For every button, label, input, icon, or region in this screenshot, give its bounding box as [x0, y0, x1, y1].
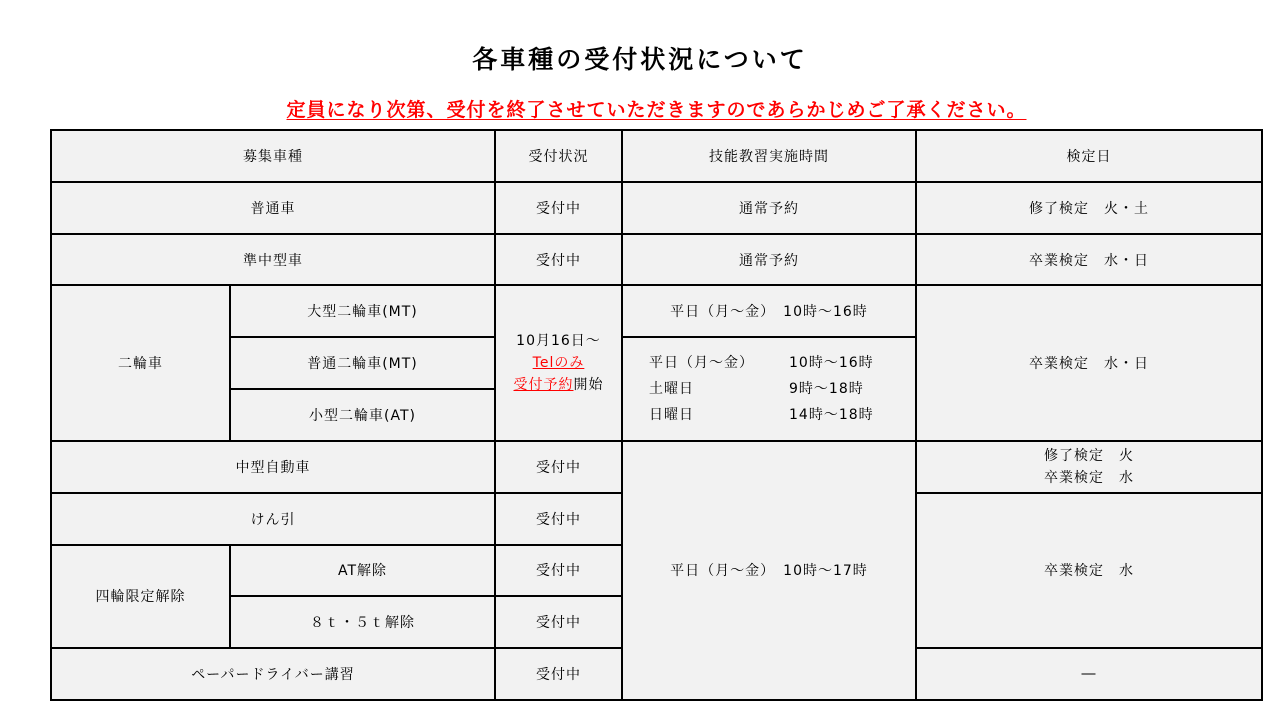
status-nirin-date: 10月16日～ — [516, 333, 601, 350]
notice-text: 定員になり次第、受付を終了させていただきますのであらかじめご了承ください。 — [286, 99, 1027, 121]
hours-jun-chugata: 通常予約 — [622, 234, 916, 286]
hours-day: 日曜日 — [649, 407, 694, 424]
exam-chugata — [916, 441, 1262, 493]
vehicle-chugata: 中型自動車 — [51, 441, 495, 493]
hours-time: 10時～16時 — [789, 355, 874, 372]
hours-time: 9時～18時 — [789, 381, 864, 398]
table-header-row — [51, 130, 1262, 182]
status-paper-driver: 受付中 — [495, 648, 622, 700]
schedule-table — [50, 129, 1263, 701]
table-row — [51, 285, 1262, 337]
exam-chugata-line1: 修了検定 火 — [1044, 447, 1134, 464]
status-at-kaijo: 受付中 — [495, 545, 622, 597]
status-nirin — [495, 285, 622, 440]
exam-chugata-line2: 卒業検定 水 — [1044, 469, 1134, 486]
vehicle-kenin: けん引 — [51, 493, 495, 545]
status-kenin: 受付中 — [495, 493, 622, 545]
exam-nirin: 卒業検定 水・日 — [916, 285, 1262, 440]
table-row — [51, 182, 1262, 234]
hours-day: 平日（月～金） — [649, 355, 754, 372]
page-title: 各車種の受付状況について — [472, 45, 808, 74]
vehicle-at-kaijo: AT解除 — [230, 545, 495, 597]
header-status: 受付状況 — [495, 130, 622, 182]
status-nirin-suffix: 開始 — [573, 377, 604, 394]
status-futsu: 受付中 — [495, 182, 622, 234]
header-exam: 検定日 — [916, 130, 1262, 182]
header-hours: 技能教習実施時間 — [622, 130, 916, 182]
exam-shared: 卒業検定 水 — [916, 493, 1262, 648]
vehicle-group-nirin: 二輪車 — [51, 285, 230, 440]
vehicle-kogata-nirin: 小型二輪車(AT) — [230, 389, 495, 441]
status-chugata: 受付中 — [495, 441, 622, 493]
tel-only-link[interactable]: Telのみ — [532, 355, 585, 372]
hours-day: 土曜日 — [649, 381, 694, 398]
vehicle-jun-chugata: 準中型車 — [51, 234, 495, 286]
exam-paper-driver: ― — [916, 648, 1262, 700]
hours-ogata-nirin: 平日（月～金） 10時～16時 — [622, 285, 916, 337]
status-jun-chugata: 受付中 — [495, 234, 622, 286]
exam-futsu: 修了検定 火・土 — [916, 182, 1262, 234]
table-row — [51, 234, 1262, 286]
exam-jun-chugata: 卒業検定 水・日 — [916, 234, 1262, 286]
hours-other-nirin — [622, 337, 916, 441]
reservation-link[interactable]: 受付予約 — [513, 377, 574, 394]
vehicle-futsu-nirin: 普通二輪車(MT) — [230, 337, 495, 389]
hours-time: 14時～18時 — [789, 407, 874, 424]
vehicle-group-yonrin: 四輪限定解除 — [51, 545, 230, 649]
vehicle-futsu: 普通車 — [51, 182, 495, 234]
hours-futsu: 通常予約 — [622, 182, 916, 234]
vehicle-ogata-nirin: 大型二輪車(MT) — [230, 285, 495, 337]
vehicle-ton-kaijo: ８ｔ・５ｔ解除 — [230, 596, 495, 648]
hours-shared: 平日（月～金） 10時～17時 — [622, 441, 916, 700]
header-vehicle: 募集車種 — [51, 130, 495, 182]
vehicle-paper-driver: ペーパードライバー講習 — [51, 648, 495, 700]
table-row — [51, 441, 1262, 493]
status-ton-kaijo: 受付中 — [495, 596, 622, 648]
